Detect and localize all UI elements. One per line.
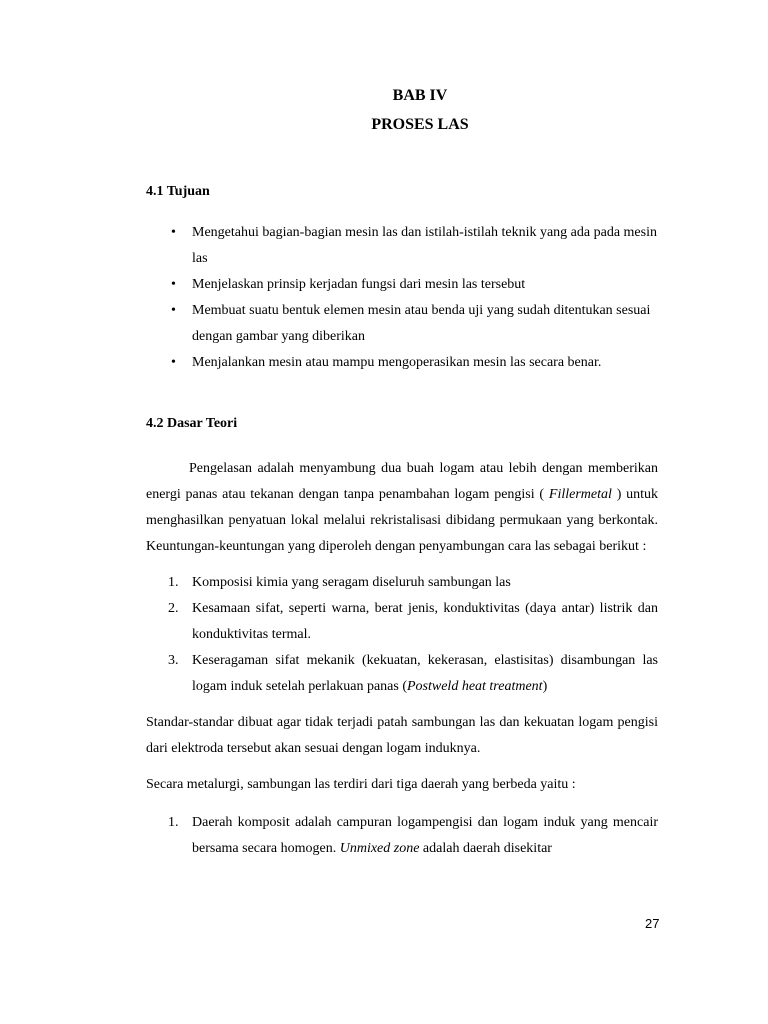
list-number: 1.: [168, 815, 179, 830]
zones-list: [146, 810, 658, 862]
paragraph-text: Pengelasan adalah menyambung dua buah logam atau lebih dengan memberikan energi panas atau tekanan dengan tanpa penambahan logam pengisi (: [146, 461, 658, 502]
list-item-text: Komposisi kimia yang seragam diseluruh sambungan las: [192, 575, 511, 590]
list-item-text: Menjelaskan prinsip kerjadan fungsi dari mesin las tersebut: [192, 277, 526, 292]
paragraph-text: ) untuk menghasilkan penyatuan lokal melalui rekristalisasi dibidang permukaan yang berkontak. Keuntungan-keuntungan yang diperoleh dengan penyambungan cara las sebagai berikut :: [146, 487, 659, 554]
page-content: [146, 180, 658, 862]
list-item-italic-term: Unmixed zone: [339, 841, 420, 856]
list-item: [146, 596, 658, 648]
paragraph-italic-term: Fillermetal: [548, 487, 612, 502]
section-heading-tujuan: 4.1 Tujuan: [146, 184, 210, 199]
objectives-list: [146, 220, 658, 376]
list-item-text: Membuat suatu bentuk elemen mesin atau benda uji yang sudah ditentukan sesuai dengan gambar yang diberikan: [192, 303, 651, 344]
list-item: [146, 272, 658, 298]
list-item-text: Daerah komposit adalah campuran logampengisi dan logam induk yang mencair bersama secara homogen.: [192, 815, 658, 856]
list-item-text: Menjalankan mesin atau mampu mengoperasikan mesin las secara benar.: [192, 355, 602, 370]
page-number: 27: [645, 916, 660, 931]
paragraph-standards: Standar-standar dibuat agar tidak terjadi patah sambungan las dan kekuatan logam pengisi dari elektroda tersebut akan sesuai dengan logam induknya.: [146, 715, 658, 756]
list-item: [146, 220, 658, 272]
list-item-text: Mengetahui bagian-bagian mesin las dan istilah-istilah teknik yang ada pada mesin las: [192, 225, 657, 266]
list-item-text: Kesamaan sifat, seperti warna, berat jenis, konduktivitas (daya antar) listrik dan konduktivitas termal.: [192, 601, 658, 642]
list-item-text: adalah daerah disekitar: [422, 841, 552, 856]
advantages-list: [146, 570, 658, 700]
list-item: [146, 810, 658, 862]
list-item: [146, 570, 658, 596]
paragraph-metallurgy: Secara metalurgi, sambungan las terdiri dari tiga daerah yang berbeda yaitu :: [146, 777, 576, 792]
bullet-icon: •: [171, 303, 176, 318]
bullet-icon: •: [171, 225, 176, 240]
chapter-label: BAB IV: [392, 87, 448, 104]
section-heading-dasar-teori: 4.2 Dasar Teori: [146, 416, 238, 431]
bullet-icon: •: [171, 355, 176, 370]
list-item: [146, 298, 658, 350]
list-number: 3.: [168, 653, 179, 668]
list-number: 1.: [168, 575, 179, 590]
list-item-text: Keseragaman sifat mekanik (kekuatan, kekerasan, elastisitas) disambungan las logam induk setelah perlakuan panas (: [192, 653, 658, 694]
chapter-title: PROSES LAS: [371, 116, 469, 133]
bullet-icon: •: [171, 277, 176, 292]
list-item-text: ): [542, 679, 548, 694]
list-number: 2.: [168, 601, 179, 616]
list-item-italic-term: Postweld heat treatment: [406, 679, 543, 694]
chapter-titles: [36, 86, 768, 135]
paragraph-definition: [146, 456, 658, 560]
list-item: [146, 648, 658, 700]
list-item: [146, 350, 658, 376]
